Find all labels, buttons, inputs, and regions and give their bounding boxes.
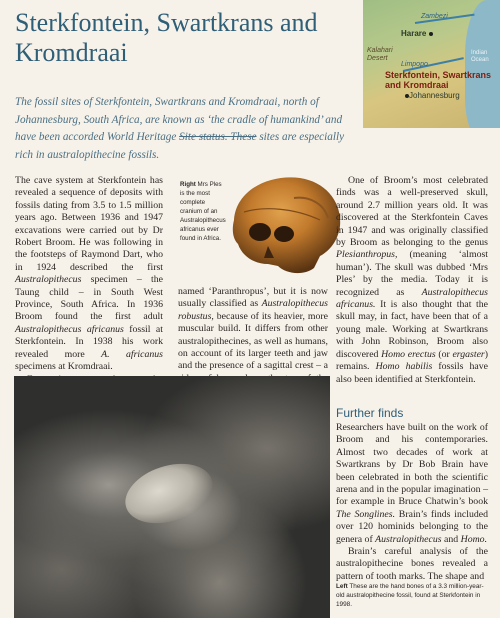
skull-image	[224, 168, 346, 282]
body-column-4	[336, 422, 488, 583]
section-heading: Further finds	[336, 406, 404, 420]
map-label-limpopo: Limpopo	[401, 61, 428, 68]
column2-paragraph: named ‘Paranthropus’, but it is now usually classified as Australopithecus robustus, because of its heavier, more muscular build. It differs from other australopithecines, as well as humans, on account of its larger teeth and jaw and the presence of a sagittal crest – a	[178, 286, 328, 372]
hand-bones-caption: Left These are the hand bones of a 3.3 million-year-old australopithecine fossil, found at Sterkfontein in 1998.	[336, 583, 484, 609]
city-dot-icon	[429, 32, 433, 36]
column4-paragraph-2: Brain’s careful analysis of the australopithecine bones revealed a pattern of tooth marks. The shape and	[336, 546, 488, 582]
map-label-indian-ocean: Indian Ocean	[471, 50, 489, 63]
body-column-3	[336, 175, 488, 386]
map-label-kalahari: Kalahari Desert	[367, 47, 393, 62]
map-label-harare: Harare	[401, 29, 433, 38]
ocean-area	[465, 0, 500, 128]
skull-caption: Right Mrs Ples is the most complete cranium of an Australopithecus africanus ever found in Africa.	[180, 181, 226, 242]
hand-bones-photo	[14, 376, 330, 618]
intro-paragraph: The fossil sites of Sterkfontein, Swartkrans and Kromdraai, north of Johannesburg, South Africa, are known as ‘the cradle of humankind’ and have been accorded World Heritage Site status. These sites are especially rich in australopithecine fossils.	[15, 96, 345, 161]
column3-paragraph: One of Broom’s most celebrated finds was a well-preserved skull, around 2.7 million years old. It was discovered at the Sterkfontein Caves in 1947 and was originally classified by Broom as belonging to the genus Plesianthropus, (meaning ‘almost human’). The skull was dubbed ‘Mrs Ples’ by the media. Today it is recognized as Australopithecus africanus. It is also thought that the skull may, in fact, have been that of a young male. Working at Swartkrans with John Robinson, Broom also discovered Homo erectus (or ergaster) remains. Homo habilis fossils have also been identified at Sterkfontein.	[336, 175, 488, 385]
map-label-zambezi: Zambezi	[421, 13, 448, 20]
map-label-johannesburg: Johannesburg	[405, 91, 460, 100]
page-title: Sterkfontein, Swartkrans and Kromdraai	[15, 8, 318, 67]
column1-paragraph-1: The cave system at Sterkfontein has revealed a sequence of deposits with fossils dating from 3.5 to 1.5 million years ago. Between 1936 and 1947 excavations were carried out by Dr Robert Broom. He was following in the footsteps of Raymond Dart, who in 1924 described the first Australopithecus specimen – the Taung child – in South West Province, South Africa. In 1936 Broom found the first adult Australopithecus africanus fossil at Sterkfontein. In 1938 his work revealed more A. africanus specimens at Kromdraai.	[15, 175, 164, 373]
map-label-sites: Sterkfontein, Swartkrans and Kromdraai	[385, 70, 492, 90]
column4-paragraph-1: Researchers have built on the work of Broom and his contemporaries. Almost two decades of work at Swartkrans by Dr Bob Brain have been celebrated in both the scientific arena and in the popular imagination – for example in Bruce Chatwin’s book The Songlines. Brain’s finds included over 120 hominids belonging to the genera of Australopithecus and Homo.	[336, 422, 488, 545]
location-map	[363, 0, 500, 128]
